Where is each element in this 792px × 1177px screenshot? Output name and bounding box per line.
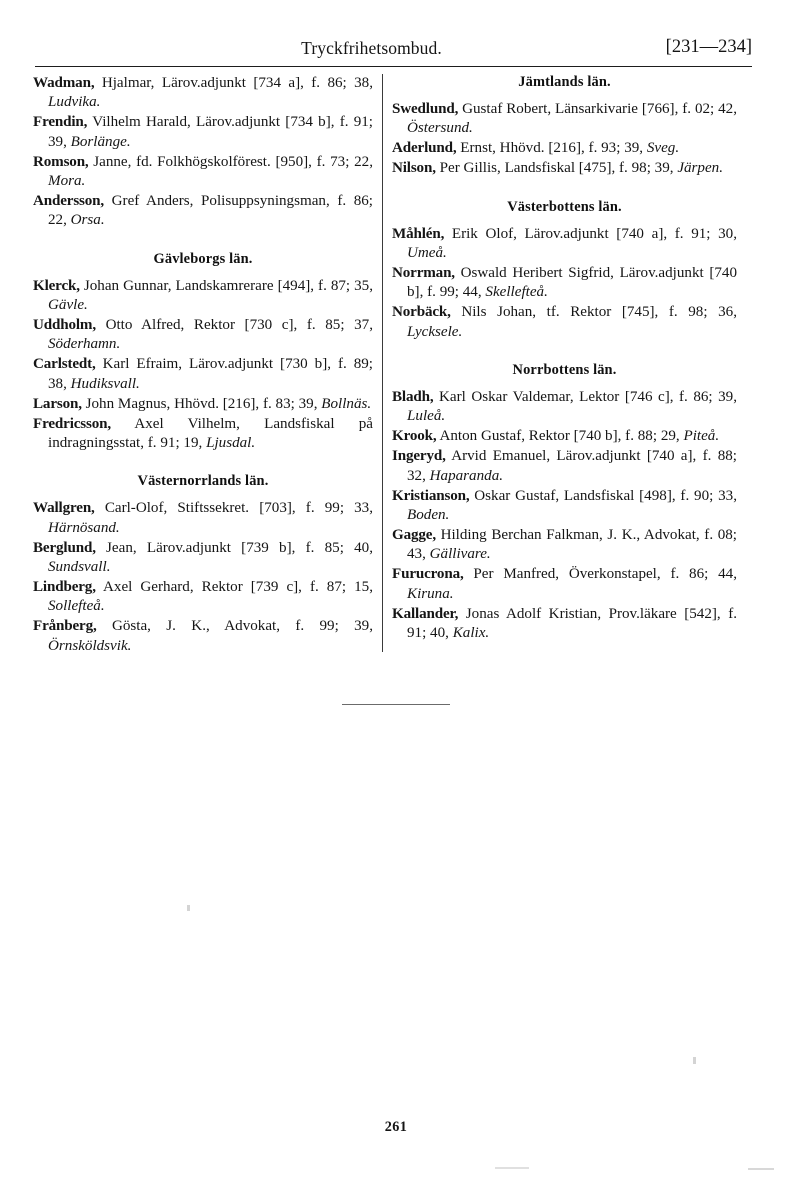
entry-details: Erik Olof, Lärov.adjunkt [740 a], f. 91; 30, (444, 225, 737, 242)
entry-surname: Fredricsson, (33, 415, 111, 432)
directory-entry (392, 487, 737, 526)
entry-surname: Swedlund, (392, 101, 459, 117)
entry-details: Gref Anders, Polisuppsyningsman, f. 86; 22, (48, 192, 373, 229)
entry-details: Gustaf Robert, Länsarkivarie [766], f. 02; 42, (458, 101, 737, 117)
folio-page-number: 261 (384, 1119, 408, 1135)
entry-surname: Nilson, (392, 160, 436, 177)
entry-place: Lycksele. (407, 323, 463, 340)
entry-place: Ljusdal. (206, 435, 256, 451)
entry-place: Gävle. (48, 297, 88, 314)
entry-surname: Klerck, (33, 277, 80, 294)
directory-entry (392, 100, 737, 139)
entry-details: Janne, fd. Folkhögskolförest. [950], f. 73; 22, (88, 153, 373, 170)
page-title: Tryckfrihetsombud. (301, 38, 442, 58)
column-range: [231—234] (665, 37, 752, 57)
section-end-ornament (342, 704, 450, 705)
entry-surname: Aderlund, (392, 140, 457, 157)
scan-artifact (693, 1057, 696, 1064)
directory-entry (33, 74, 373, 113)
entry-details: Nils Johan, tf. Rektor [745], f. 98; 36, (450, 304, 737, 321)
entry-surname: Krook, (392, 428, 437, 445)
entry-place: Borlänge. (70, 133, 131, 150)
directory-entry (392, 388, 737, 427)
entry-surname: Frendin, (33, 114, 88, 131)
right-column (392, 74, 737, 644)
scan-artifact (495, 1167, 529, 1169)
entry-place: Härnösand. (48, 519, 120, 536)
entry-place: Kalix. (452, 624, 490, 641)
county-section-heading: Västerbottens län. (507, 198, 622, 215)
directory-entry (392, 427, 737, 446)
directory-entry (392, 526, 737, 565)
entry-place: Mora. (48, 173, 86, 190)
entry-surname: Uddholm, (33, 317, 96, 334)
entry-details: Hilding Berchan Falkman, J. K., Advokat, f. 08; 43, (407, 526, 737, 563)
entry-place: Boden. (407, 507, 450, 523)
entry-details: Oskar Gustaf, Landsfiskal [498], f. 90; 33, (469, 487, 737, 504)
entry-surname: Frånberg, (33, 618, 97, 635)
entry-surname: Berglund, (33, 539, 96, 556)
directory-entry (392, 565, 737, 604)
entry-place: Skellefteå. (485, 284, 548, 301)
header-divider-rule (35, 66, 752, 67)
entry-place: Sveg. (646, 140, 680, 157)
directory-entry (33, 192, 373, 231)
entry-place: Söderhamn. (48, 336, 121, 353)
entry-place: Bollnäs. (321, 395, 372, 412)
entry-surname: Ingeryd, (392, 448, 446, 465)
entry-surname: Norrman, (392, 264, 455, 281)
entry-details: Jean, Lärov.adjunkt [739 b], f. 85; 40, (95, 539, 373, 556)
entry-details: Axel Gerhard, Rektor [739 c], f. 87; 15, (95, 579, 373, 596)
directory-entry (33, 316, 373, 355)
scan-artifact (187, 905, 190, 911)
entry-surname: Wadman, (33, 75, 95, 91)
entry-details: John Magnus, Hhövd. [216], f. 83; 39, (81, 395, 322, 412)
directory-entry (33, 153, 373, 192)
directory-entry (392, 303, 737, 342)
entry-place: Sollefteå. (48, 598, 105, 615)
entry-place: Kiruna. (407, 585, 454, 602)
entry-place: Ludvika. (48, 94, 101, 111)
entry-place: Örnsköldsvik. (48, 637, 132, 654)
entry-surname: Norbäck, (392, 304, 451, 321)
entry-details: Axel Vilhelm, Landsfiskal på indragningsstat, f. 91; 19, (48, 415, 373, 451)
scan-artifact (748, 1168, 774, 1170)
entry-details: Gösta, J. K., Advokat, f. 99; 39, (96, 618, 373, 635)
directory-entry (392, 139, 737, 158)
entry-details: Arvid Emanuel, Lärov.adjunkt [740 a], f. 88; 32, (407, 448, 737, 484)
entry-place: Järpen. (677, 160, 723, 177)
entry-details: Per Gillis, Landsfiskal [475], f. 98; 39, (435, 160, 678, 177)
entry-details: Carl-Olof, Stiftssekret. [703], f. 99; 33, (94, 500, 373, 517)
entry-details: Per Manfred, Överkonstapel, f. 86; 44, (463, 566, 737, 583)
entry-place: Gällivare. (429, 546, 491, 563)
county-section-heading: Gävleborgs län. (153, 250, 253, 267)
entry-details: Otto Alfred, Rektor [730 c], f. 85; 37, (95, 317, 373, 334)
entry-surname: Furucrona, (392, 566, 464, 583)
entry-surname: Kallander, (392, 605, 459, 622)
entry-details: Johan Gunnar, Landskamrerare [494], f. 87; 35, (79, 277, 373, 294)
entry-details: Oswald Heribert Sigfrid, Lärov.adjunkt [740 b], f. 99; 44, (407, 264, 737, 301)
directory-entry (33, 499, 373, 538)
directory-entry (392, 225, 737, 264)
county-section-heading: Jämtlands län. (518, 74, 611, 90)
entry-surname: Bladh, (392, 389, 434, 406)
entry-place: Haparanda. (429, 467, 504, 484)
entry-surname: Måhlén, (392, 225, 445, 242)
entry-place: Hudiksvall. (70, 375, 140, 392)
left-column (33, 74, 373, 657)
directory-entry (392, 264, 737, 303)
entry-surname: Andersson, (33, 192, 105, 209)
directory-entry (392, 447, 737, 486)
entry-surname: Kristianson, (392, 487, 470, 504)
directory-entry (33, 578, 373, 617)
directory-entry (33, 415, 373, 454)
entry-details: Anton Gustaf, Rektor [740 b], f. 88; 29, (436, 428, 684, 445)
column-separator-rule (382, 74, 383, 652)
running-head (35, 38, 752, 62)
entry-surname: Wallgren, (33, 500, 95, 517)
entry-place: Orsa. (70, 212, 105, 229)
entry-place: Sundsvall. (48, 559, 111, 576)
entry-details: Karl Oskar Valdemar, Lektor [746 c], f. 86; 39, (433, 389, 737, 406)
entry-details: Karl Efraim, Lärov.adjunkt [730 b], f. 89; 38, (48, 356, 373, 392)
directory-entry (33, 355, 373, 394)
entry-details: Vilhelm Harald, Lärov.adjunkt [734 b], f. 91; 39, (48, 114, 373, 150)
county-section-heading: Västernorrlands län. (137, 473, 269, 490)
directory-entry (33, 539, 373, 578)
entry-surname: Romson, (33, 153, 89, 170)
entry-surname: Larson, (33, 395, 82, 412)
directory-entry (33, 395, 373, 414)
directory-entry (33, 277, 373, 316)
directory-entry (33, 617, 373, 656)
county-section-heading: Norrbottens län. (512, 362, 617, 379)
entry-place: Östersund. (407, 120, 473, 137)
entry-surname: Gagge, (392, 526, 436, 543)
entry-surname: Carlstedt, (33, 356, 96, 373)
entry-place: Piteå. (683, 428, 720, 445)
entry-details: Jonas Adolf Kristian, Prov.läkare [542], f. 91; 40, (407, 605, 737, 641)
entry-place: Luleå. (407, 408, 446, 425)
directory-entry (392, 605, 737, 644)
entry-place: Umeå. (407, 245, 447, 262)
directory-entry (392, 159, 737, 178)
entry-details: Hjalmar, Lärov.adjunkt [734 a], f. 86; 38, (94, 75, 373, 91)
entry-details: Ernst, Hhövd. [216], f. 93; 39, (456, 140, 647, 157)
directory-entry (33, 113, 373, 152)
entry-surname: Lindberg, (33, 579, 96, 596)
